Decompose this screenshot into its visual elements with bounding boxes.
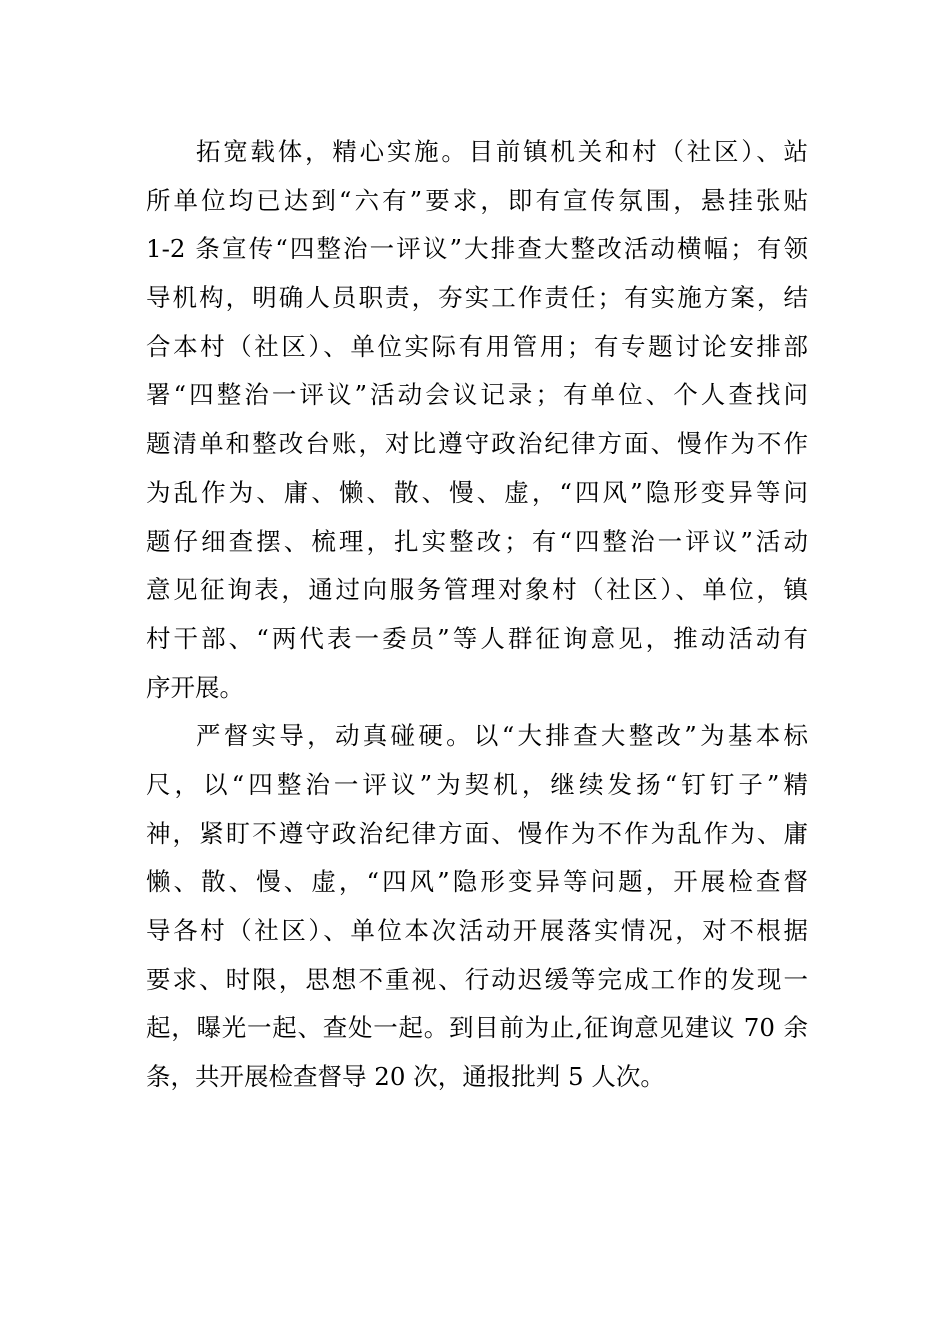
paragraph-line: 要求、时限，思想不重视、行动迟缓等完成工作的发现一 bbox=[146, 964, 808, 994]
paragraph-line: 署“四整治一评议”活动会议记录；有单位、个人查找问 bbox=[146, 380, 808, 410]
paragraph-line: 严督实导，动真碰硬。以“大排查大整改”为基本标 bbox=[196, 721, 808, 751]
paragraph-line: 村干部、“两代表一委员”等人群征询意见，推动活动有 bbox=[146, 623, 808, 653]
paragraph-line: 神，紧盯不遵守政治纪律方面、慢作为不作为乱作为、庸 bbox=[146, 818, 808, 848]
paragraph-line: 懒、散、慢、虚，“四风”隐形变异等问题，开展检查督 bbox=[146, 867, 808, 897]
paragraph-line: 题清单和整改台账，对比遵守政治纪律方面、慢作为不作 bbox=[146, 429, 808, 459]
document-body bbox=[146, 128, 808, 1102]
paragraph-2 bbox=[146, 712, 808, 1102]
paragraph-line: 起，曝光一起、查处一起。到目前为止,征询意见建议 70 余 bbox=[146, 1013, 808, 1043]
paragraph-line: 1-2 条宣传“四整治一评议”大排查大整改活动横幅；有领 bbox=[146, 234, 808, 264]
paragraph-line: 序开展。 bbox=[146, 672, 244, 702]
paragraph-line: 合本村（社区）、单位实际有用管用；有专题讨论安排部 bbox=[146, 331, 808, 361]
paragraph-line: 题仔细查摆、梳理，扎实整改；有“四整治一评议”活动 bbox=[146, 526, 808, 556]
paragraph-line: 导各村（社区）、单位本次活动开展落实情况，对不根据 bbox=[146, 916, 808, 945]
paragraph-line: 所单位均已达到“六有”要求，即有宣传氛围，悬挂张贴 bbox=[146, 185, 808, 215]
paragraph-line: 条，共开展检查督导 20 次，通报批判 5 人次。 bbox=[146, 1062, 665, 1092]
paragraph-line: 为乱作为、庸、懒、散、慢、虚，“四风”隐形变异等问 bbox=[146, 477, 808, 507]
paragraph-line: 意见征询表，通过向服务管理对象村（社区）、单位，镇 bbox=[146, 575, 808, 605]
paragraph-line: 拓宽载体，精心实施。目前镇机关和村（社区）、站 bbox=[196, 137, 808, 166]
paragraph-1 bbox=[146, 128, 808, 712]
paragraph-line: 导机构，明确人员职责，夯实工作责任；有实施方案，结 bbox=[146, 283, 808, 313]
paragraph-line: 尺，以“四整治一评议”为契机，继续发扬“钉钉子”精 bbox=[146, 769, 808, 799]
